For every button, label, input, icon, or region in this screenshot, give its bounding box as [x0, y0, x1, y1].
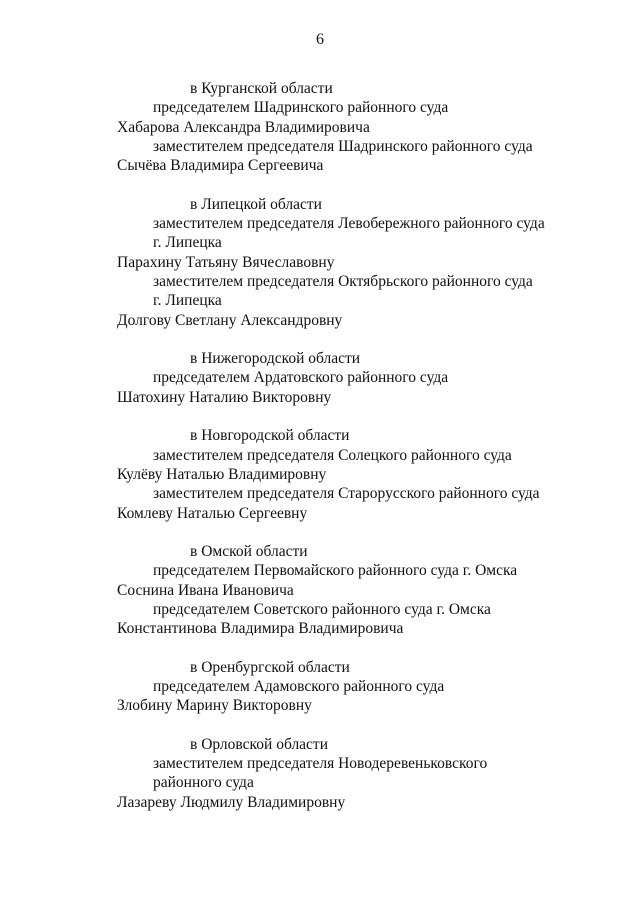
position-line: г. Липецка: [153, 292, 222, 310]
appointee-name: Лазареву Людмилу Владимировну: [117, 793, 346, 811]
region-title: в Оренбургской области: [190, 658, 350, 676]
position-line: заместителем председателя Новодеревеньковского: [153, 754, 488, 772]
appointee-name: Шатохину Наталию Викторовну: [117, 388, 332, 406]
position-line: заместителем председателя Старорусского районного суда: [153, 485, 540, 503]
position-line: заместителем председателя Левобережного районного суда: [153, 215, 545, 233]
region-section: [0, 426, 640, 523]
appointee-name: Долгову Светлану Александровну: [117, 311, 343, 329]
position-line: заместителем председателя Октябрьского районного суда: [153, 273, 533, 291]
region-title: в Орловской области: [190, 735, 329, 753]
position-line: председателем Первомайского районного суда г. Омска: [153, 562, 518, 580]
region-section: [0, 195, 640, 330]
region-title: в Омской области: [190, 542, 308, 560]
region-section: [0, 542, 640, 639]
appointee-name: Кулёву Наталью Владимировну: [117, 465, 327, 483]
appointee-name: Парахину Татьяну Вячеславовну: [117, 253, 335, 271]
page-number: 6: [316, 31, 324, 48]
appointee-name: Сычёва Владимира Сергеевича: [117, 157, 324, 175]
appointments-list: [0, 79, 640, 831]
region-section: [0, 79, 640, 176]
region-section: [0, 735, 640, 812]
region-title: в Новгородской области: [190, 427, 350, 445]
region-title: в Нижегородской области: [190, 350, 361, 368]
position-line: заместителем председателя Солецкого районного суда: [153, 446, 512, 464]
region-title: в Курганской области: [190, 80, 333, 97]
region-section: [0, 658, 640, 716]
position-line: заместителем председателя Шадринского районного суда: [153, 138, 533, 156]
region-title: в Липецкой области: [190, 195, 322, 213]
appointee-name: Соснина Ивана Ивановича: [117, 581, 294, 599]
position-line: председателем Ардатовского районного суда: [153, 369, 449, 387]
appointee-name: Злобину Марину Викторовну: [117, 697, 312, 715]
region-section: [0, 349, 640, 407]
appointee-name: Хабарова Александра Владимировича: [117, 118, 370, 136]
position-line: председателем Адамовского районного суда: [153, 677, 445, 695]
position-line: районного суда: [153, 774, 254, 792]
appointee-name: Константинова Владимира Владимировича: [117, 620, 404, 638]
position-line: председателем Шадринского районного суда: [153, 99, 449, 117]
appointee-name: Комлеву Наталью Сергеевну: [117, 504, 308, 522]
position-line: председателем Советского районного суда г. Омска: [153, 600, 491, 618]
position-line: г. Липецка: [153, 234, 222, 252]
